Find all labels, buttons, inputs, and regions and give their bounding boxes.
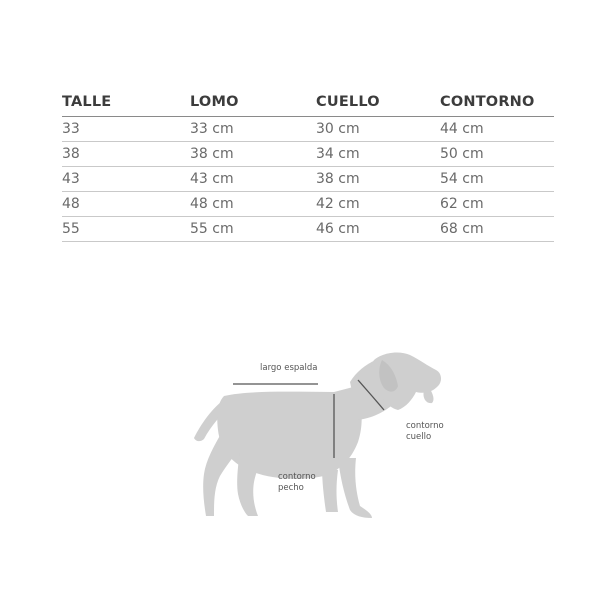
cell-lomo: 55 cm — [190, 221, 234, 237]
header-cuello: CUELLO — [316, 94, 380, 110]
header-contorno: CONTORNO — [440, 94, 535, 110]
cell-lomo: 43 cm — [190, 171, 234, 187]
cell-contorno: 54 cm — [440, 171, 484, 187]
cell-talle: 38 — [62, 146, 80, 162]
cell-cuello: 34 cm — [316, 146, 360, 162]
label-chest-2: pecho — [278, 483, 304, 493]
label-neck-2: cuello — [406, 432, 432, 442]
label-neck-1: contorno — [406, 421, 444, 431]
cell-lomo: 33 cm — [190, 121, 234, 137]
cell-talle: 33 — [62, 121, 80, 137]
label-back-length: largo espalda — [260, 363, 318, 373]
header-lomo: LOMO — [190, 94, 239, 110]
cell-talle: 48 — [62, 196, 80, 212]
cell-contorno: 68 cm — [440, 221, 484, 237]
cell-cuello: 30 cm — [316, 121, 360, 137]
cell-talle: 43 — [62, 171, 80, 187]
cell-cuello: 46 cm — [316, 221, 360, 237]
header-talle: TALLE — [62, 94, 112, 110]
cell-talle: 55 — [62, 221, 80, 237]
cell-contorno: 50 cm — [440, 146, 484, 162]
cell-cuello: 42 cm — [316, 196, 360, 212]
cell-lomo: 48 cm — [190, 196, 234, 212]
cell-contorno: 62 cm — [440, 196, 484, 212]
label-chest-1: contorno — [278, 472, 316, 482]
cell-cuello: 38 cm — [316, 171, 360, 187]
cell-lomo: 38 cm — [190, 146, 234, 162]
cell-contorno: 44 cm — [440, 121, 484, 137]
